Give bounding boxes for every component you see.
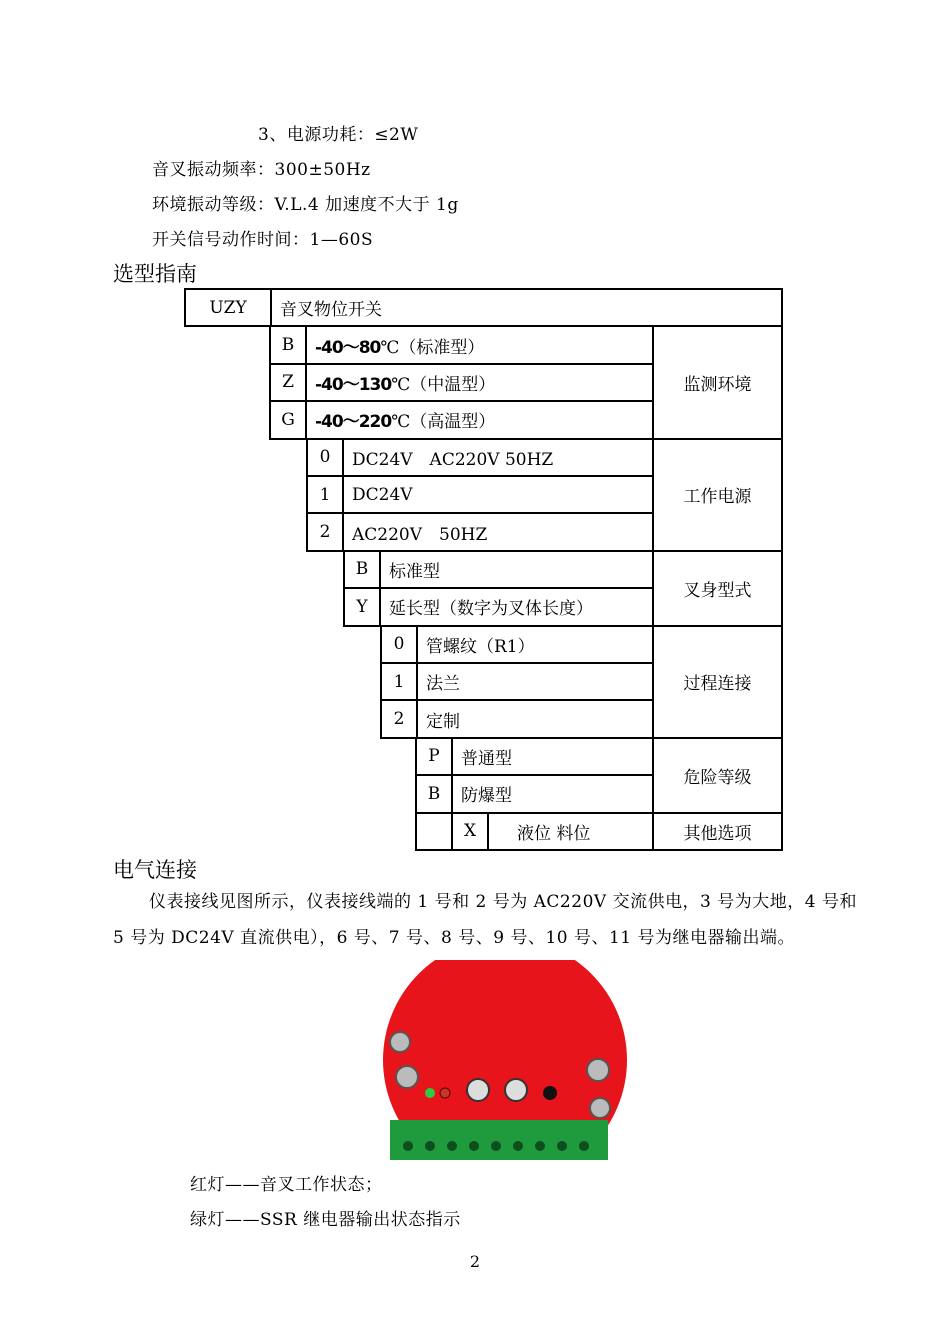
- option-label: 防爆型: [451, 774, 654, 813]
- screw-icon: [590, 1098, 610, 1118]
- temperature-range: -40～220: [315, 412, 392, 433]
- spec-vibration: 环境振动等级：V.L.4 加速度不大于 1g: [152, 195, 459, 215]
- option-label: DC24V AC220V 50HZ: [342, 438, 654, 477]
- spec-power: 3、电源功耗：≤2W: [258, 125, 419, 145]
- spec-frequency: 音叉振动频率：300±50Hz: [152, 160, 371, 180]
- option-code: 2: [306, 512, 344, 551]
- temperature-unit-type: ℃（标准型）: [380, 337, 485, 358]
- temperature-unit-type: ℃（中温型）: [391, 374, 496, 395]
- screw-icon: [390, 1032, 410, 1052]
- red-light-note: 红灯——音叉工作状态；: [190, 1175, 383, 1195]
- potentiometer-icon: [505, 1079, 527, 1101]
- option-code: B: [269, 325, 307, 364]
- green-led-icon: [425, 1088, 435, 1098]
- category-label: 过程连接: [652, 625, 783, 739]
- option-code: 2: [380, 699, 418, 738]
- option-code: 1: [306, 475, 344, 514]
- option-label: 定制: [416, 699, 654, 738]
- option-label: 管螺纹（R1）: [416, 625, 654, 664]
- option-label: 延长型（数字为叉体长度）: [379, 587, 654, 626]
- option-label: 标准型: [379, 550, 654, 589]
- option-code: X: [451, 812, 489, 851]
- option-blank: [415, 812, 453, 851]
- selection-heading: 选型指南: [113, 262, 197, 286]
- screw-icon: [396, 1066, 418, 1088]
- reset-button-icon: [543, 1086, 557, 1100]
- category-label: 叉身型式: [652, 550, 783, 627]
- option-label: [305, 400, 654, 439]
- option-label: [305, 325, 654, 364]
- option-code: 1: [380, 662, 418, 701]
- page-number: 2: [469, 1252, 481, 1271]
- option-code: Y: [343, 587, 381, 626]
- electrical-heading: 电气连接: [113, 858, 197, 882]
- category-label: 工作电源: [652, 438, 783, 552]
- category-label: 危险等级: [652, 737, 783, 814]
- wiring-description: 仪表接线见图所示，仪表接线端的 1 号和 2 号为 AC220V 交流供电，3 号为大地，4 号和 5 号为 DC24V 直流供电），6 号、7 号、8 号、9 号、10 号、11 号为继电器输出端。: [113, 892, 858, 948]
- screw-icon: [587, 1059, 609, 1081]
- temperature-unit-type: ℃（高温型）: [391, 412, 496, 433]
- option-code: 0: [380, 625, 418, 664]
- model-name: 音叉物位开关: [270, 288, 783, 327]
- terminal-block: [390, 1120, 608, 1160]
- option-label: 液位 料位: [487, 812, 654, 851]
- option-label: 法兰: [416, 662, 654, 701]
- option-label: AC220V 50HZ: [342, 512, 654, 551]
- model-code: UZY: [184, 288, 272, 327]
- device-terminal-photo: [380, 960, 630, 1160]
- category-label: 其他选项: [652, 812, 783, 851]
- option-label: DC24V: [342, 475, 654, 514]
- potentiometer-icon: [467, 1079, 489, 1101]
- temperature-range: -40～80: [315, 337, 381, 358]
- option-code: Z: [269, 363, 307, 402]
- option-label: 普通型: [451, 737, 654, 776]
- green-light-note: 绿灯——SSR 继电器输出状态指示: [190, 1210, 461, 1230]
- red-led-icon: [440, 1088, 450, 1098]
- option-label: [305, 363, 654, 402]
- option-code: P: [415, 737, 453, 776]
- option-code: 0: [306, 438, 344, 477]
- option-code: B: [343, 550, 381, 589]
- category-label: 监测环境: [652, 325, 783, 439]
- option-code: B: [415, 774, 453, 813]
- spec-action-time: 开关信号动作时间：1—60S: [152, 230, 374, 250]
- temperature-range: -40～130: [315, 374, 392, 395]
- option-code: G: [269, 400, 307, 439]
